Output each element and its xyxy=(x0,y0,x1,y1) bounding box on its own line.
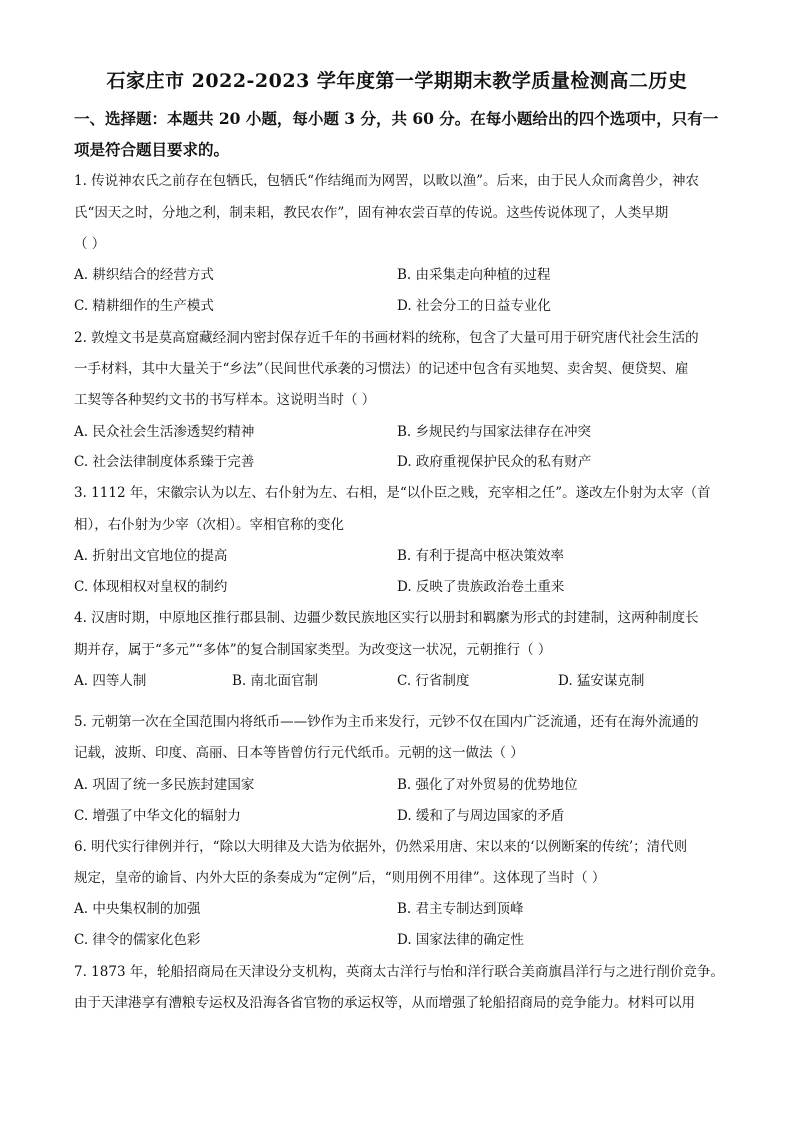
q2-line-2: 一手材料，其中大量关于“乡法”（民间世代承袭的习惯法）的记述中包含有买地契、卖舍契、便贷契、雇 xyxy=(74,361,689,377)
q6-line-2: 规定，皇帝的谕旨、内外大臣的条奏成为“定例”后，“则用例不用律”。这体现了当时（ ） xyxy=(74,870,606,886)
section-instructions-line-1: 一、选择题：本题共 20 小题，每小题 3 分，共 60 分。在每小题给出的四个选项中，只有一 xyxy=(74,109,719,128)
q7-line-1: 7. 1873 年，轮船招商局在天津设分支机构，英商太古洋行与怡和洋行联合美商旗昌洋行与之进行削价竞争。 xyxy=(74,964,724,980)
q5-line-2: 记载，波斯、印度、高丽、日本等皆曾仿行元代纸币。元朝的这一做法（ ） xyxy=(74,745,524,761)
q6-option-a[interactable]: A. 中央集权制的加强 xyxy=(74,901,201,917)
q5-line-1: 5. 元朝第一次在全国范围内将纸币——钞作为主币来发行，元钞不仅在国内广泛流通，还有在海外流通的 xyxy=(74,714,699,730)
q4-option-b[interactable]: B. 南北面官制 xyxy=(232,673,319,689)
q5-option-c[interactable]: C. 增强了中华文化的辐射力 xyxy=(74,808,241,824)
q1-line-1: 1. 传说神农氏之前存在包牺氏，包牺氏“作结绳而为网罟，以畋以渔”。后来，由于民人众而禽兽少，神农 xyxy=(74,173,699,189)
q2-line-1: 2. 敦煌文书是莫高窟藏经洞内密封保存近千年的书画材料的统称，包含了大量可用于研究唐代社会生活的 xyxy=(74,330,699,346)
q4-option-a[interactable]: A. 四等人制 xyxy=(74,673,147,689)
q3-option-c[interactable]: C. 体现相权对皇权的制约 xyxy=(74,579,228,595)
q3-option-d[interactable]: D. 反映了贵族政治卷土重来 xyxy=(397,579,565,595)
q2-option-a[interactable]: A. 民众社会生活渗透契约精神 xyxy=(74,424,255,440)
q2-option-d[interactable]: D. 政府重视保护民众的私有财产 xyxy=(397,454,592,470)
q1-option-b[interactable]: B. 由采集走向种植的过程 xyxy=(397,267,551,283)
q6-line-1: 6. 明代实行律例并行，“除以大明律及大诰为依据外，仍然采用唐、宋以来的‘以例断案的传统’；清代则 xyxy=(74,839,688,855)
q2-option-b[interactable]: B. 乡规民约与国家法律存在冲突 xyxy=(397,424,592,440)
q6-option-d[interactable]: D. 国家法律的确定性 xyxy=(397,932,524,948)
q4-line-2: 期并存，属于“多元”“多体”的复合制国家类型。为改变这一状况，元朝推行（ ） xyxy=(74,642,552,658)
q4-option-c[interactable]: C. 行省制度 xyxy=(397,673,470,689)
q4-option-d[interactable]: D. 猛安谋克制 xyxy=(558,673,645,689)
q1-option-d[interactable]: D. 社会分工的日益专业化 xyxy=(397,298,551,314)
q1-line-3: （ ） xyxy=(74,236,106,252)
q3-option-b[interactable]: B. 有利于提高中枢决策效率 xyxy=(397,548,565,564)
q3-option-a[interactable]: A. 折射出文官地位的提高 xyxy=(74,548,228,564)
section-instructions-line-2: 项是符合题目要求的。 xyxy=(74,140,230,159)
q7-line-2: 由于天津港享有漕粮专运权及沿海各省官物的承运权等，从而增强了轮船招商局的竞争能力。材料可以用 xyxy=(74,995,695,1011)
q5-option-d[interactable]: D. 缓和了与周边国家的矛盾 xyxy=(397,808,565,824)
q1-option-a[interactable]: A. 耕织结合的经营方式 xyxy=(74,267,214,283)
q5-option-a[interactable]: A. 巩固了统一多民族封建国家 xyxy=(74,777,255,793)
q3-line-1: 3. 1112 年，宋徽宗认为以左、右仆射为左、右相，是“以仆臣之贱，充宰相之任”。遂改左仆射为太宰（首 xyxy=(74,485,711,501)
q1-option-c[interactable]: C. 精耕细作的生产模式 xyxy=(74,298,214,314)
q6-option-b[interactable]: B. 君主专制达到顶峰 xyxy=(397,901,524,917)
q2-line-3: 工契等各种契约文书的书写样本。这说明当时（ ） xyxy=(74,392,376,408)
q1-line-2: 氏“因天之时，分地之利，制耒耜，教民农作”，固有神农尝百草的传说。这些传说体现了，人类早期 xyxy=(74,205,669,221)
q2-option-c[interactable]: C. 社会法律制度体系臻于完善 xyxy=(74,454,255,470)
page-title: 石家庄市 2022-2023 学年度第一学期期末教学质量检测高二历史 xyxy=(106,70,688,92)
q3-line-2: 相），右仆射为少宰（次相）。宰相官称的变化 xyxy=(74,517,344,533)
q4-line-1: 4. 汉唐时期，中原地区推行郡县制、边疆少数民族地区实行以册封和羁縻为形式的封建制，这两种制度长 xyxy=(74,610,699,626)
q6-option-c[interactable]: C. 律令的儒家化色彩 xyxy=(74,932,201,948)
q5-option-b[interactable]: B. 强化了对外贸易的优势地位 xyxy=(397,777,578,793)
